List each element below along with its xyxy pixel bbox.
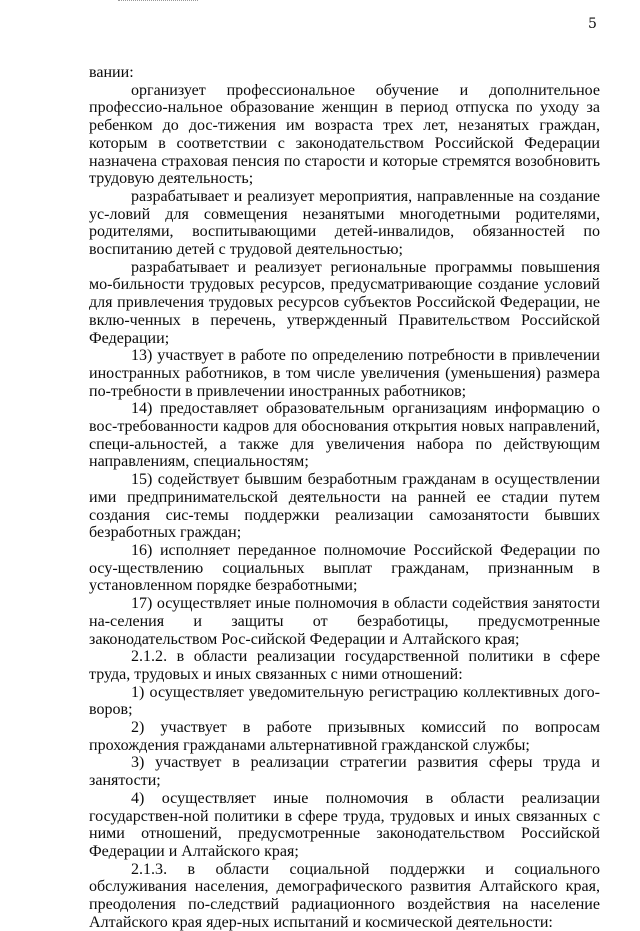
paragraph: 17) осуществляет иные полномочия в области содействия занятости на-селения и защиты от безработицы, предусмотренные законодательством Рос-сийской Федерации и Алтайского края;: [89, 595, 600, 648]
section-heading: 2.1.2. в области реализации государственной политики в сфере труда, трудовых и иных связанных с ними отношений:: [89, 648, 600, 683]
paragraph-continuation: вании:: [89, 64, 134, 81]
paragraph: 2) участвует в работе призывных комиссий по вопросам прохождения гражданами альтернативной гражданской службы;: [89, 719, 600, 754]
paragraph: 13) участвует в работе по определению потребности в привлечении иностранных работников, в том числе увеличения (уменьшения) размера по-требности в привлечении иностранных работников;: [89, 347, 600, 400]
document-body: [89, 64, 600, 931]
section-heading: 2.1.3. в области социальной поддержки и социального обслуживания населения, демографического развития Алтайского края, преодоления по-следствий радиационного воздействия на население Алтайского края ядер-ных испытаний и космической деятельности:: [89, 860, 600, 931]
paragraph: 1) осуществляет уведомительную регистрацию коллективных дого-воров;: [89, 683, 600, 719]
paragraph: организует профессиональное обучение и дополнительное профессио-нальное образование женщин в период отпуска по уходу за ребенком до дос-тижения им возраста трех лет, незанятых граждан, которым в соответствии с законодательством Российской Федерации назначена страховая пенсия по старости и которые стремятся возобновить трудовую деятельность;: [89, 81, 600, 188]
paragraph: 14) предоставляет образовательным организациям информацию о вос-требованности кадров для обоснования открытия новых направлений, специ-альностей, а также для увеличения набора по действующим направлениям, специальностям;: [89, 400, 600, 471]
paragraph: разрабатывает и реализует мероприятия, направленные на создание ус-ловий для совмещения незанятыми многодетными родителями, родителями, воспитывающими детей-инвалидов, обязанностей по воспитанию детей с трудовой деятельностью;: [89, 187, 600, 259]
paragraph: 15) содействует бывшим безработным гражданам в осуществлении ими предпринимательской деятельности на ранней ее стадии путем создания сис-темы поддержки реализации самозанятости бывших безработных граждан;: [89, 471, 600, 542]
scan-artifact: [118, 0, 198, 5]
page-number: 5: [588, 16, 597, 32]
paragraph: 16) исполняет переданное полномочие Российской Федерации по осу-ществлению социальных выплат гражданам, признанным в установленном порядке безработными;: [89, 541, 600, 595]
paragraph: 4) осуществляет иные полномочия в области реализации государствен-ной политики в сфере труда, трудовых и иных связанных с ними отношений, предусмотренные законодательством Российской Федерации и Алтайского края;: [89, 789, 600, 860]
paragraph: разрабатывает и реализует региональные программы повышения мо-бильности трудовых ресурсов, предусматривающие создание условий для привлечения трудовых ресурсов субъектов Российской Федерации, не вклю-ченных в перечень, утвержденный Правительством Российской Федерации;: [89, 258, 600, 347]
paragraph: 3) участвует в реализации стратегии развития сферы труда и занятости;: [89, 754, 600, 790]
